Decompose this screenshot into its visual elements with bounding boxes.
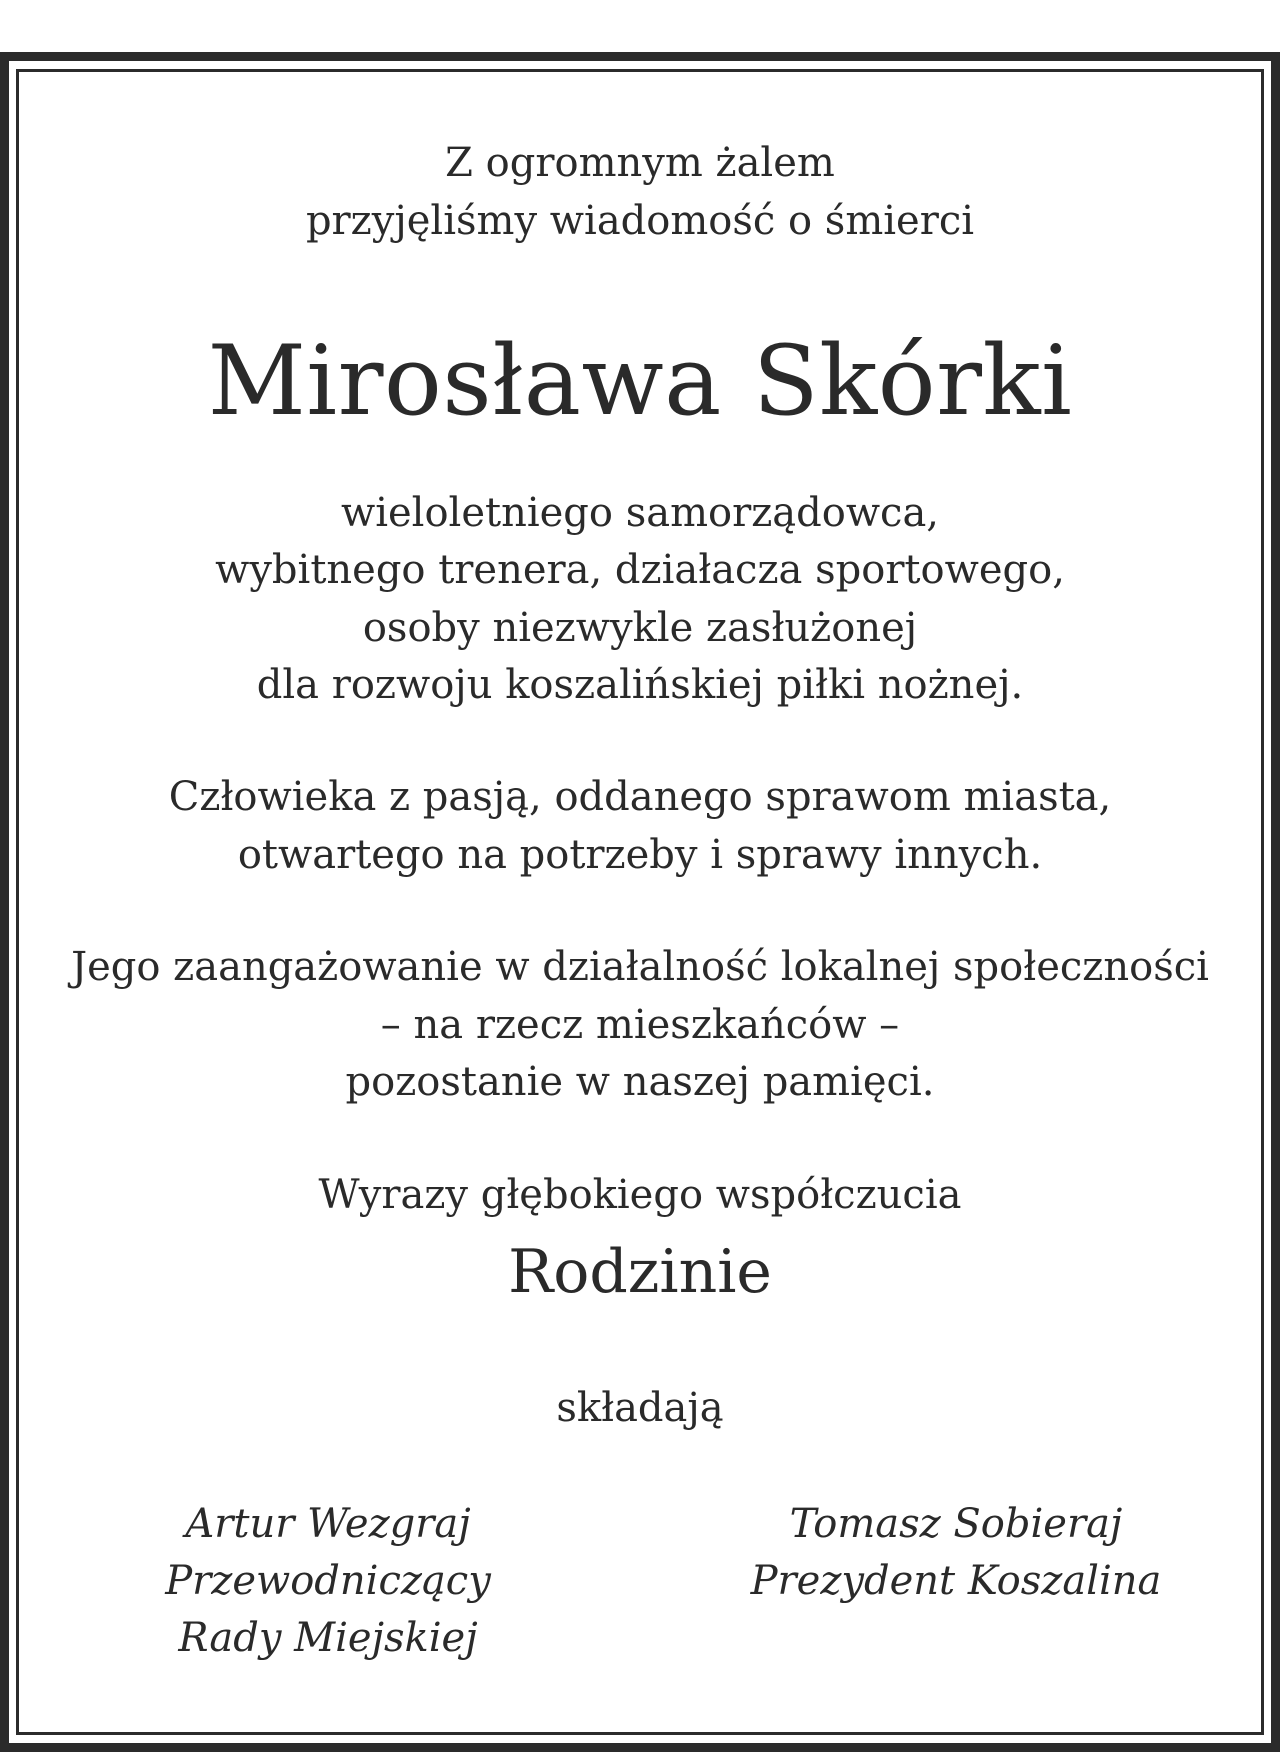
signatory-right [676,1496,1236,1610]
signatory-name: Tomasz Sobieraj [789,1501,1123,1547]
description-line-2: wybitnego trenera, działacza sportowego, [215,547,1065,593]
description-line-4: dla rozwoju koszalińskiej piłki nożnej. [256,662,1024,708]
signatory-name: Artur Wezgraj [185,1501,471,1547]
intro-line-2: przyjęliśmy wiadomość o śmierci [305,198,975,244]
legacy-line-2: – na rzecz mieszkańców – [380,1002,900,1048]
condolences-verb: składają [556,1385,724,1431]
signatory-title-line: Prezydent Koszalina [750,1558,1162,1604]
signatory-title-line: Rady Miejskiej [178,1615,478,1661]
condolences-recipient: Rodzinie [508,1237,772,1307]
deceased-name: Mirosława Skórki [207,325,1073,437]
condolences-line: Wyrazy głębokiego współczucia [318,1172,962,1218]
description-line-3: osoby niezwykle zasłużonej [362,605,918,651]
signatory-title-line: Przewodniczący [165,1558,491,1604]
legacy-line-1: Jego zaangażowanie w działalność lokalnej społeczności [71,944,1209,990]
intro-line-1: Z ogromnym żalem [445,140,835,186]
legacy-line-3: pozostanie w naszej pamięci. [345,1059,935,1105]
character-line-2: otwartego na potrzeby i sprawy innych. [237,832,1043,878]
character-line-1: Człowieka z pasją, oddanego sprawom miasta, [168,774,1112,820]
inner-border [16,69,1264,1735]
description-line-1: wieloletniego samorządowca, [340,490,940,536]
signatory-left [48,1496,608,1667]
